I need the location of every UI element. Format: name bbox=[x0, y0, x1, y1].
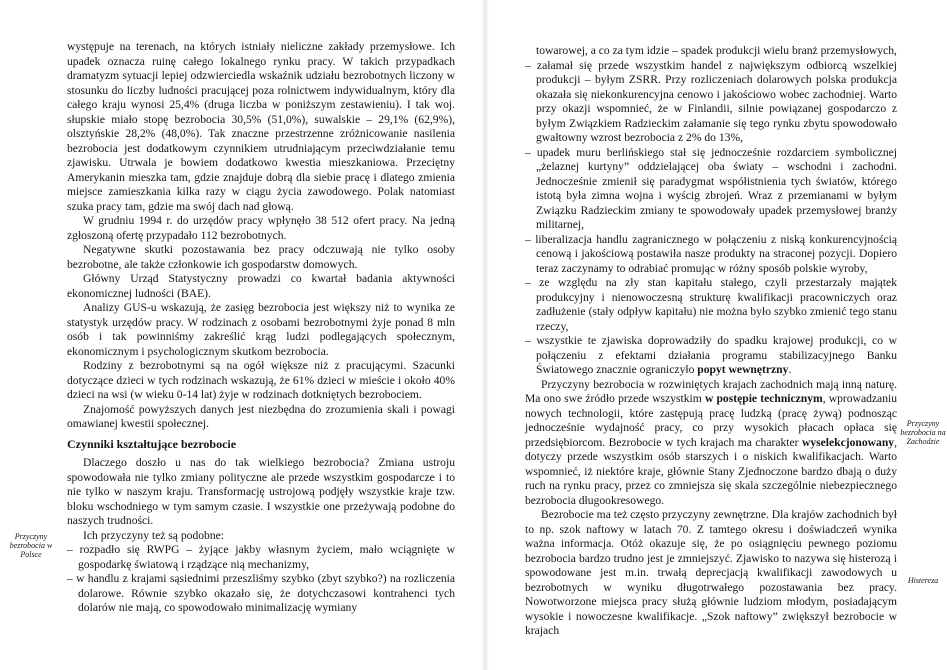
paragraph: W grudniu 1994 r. do urzędów pracy wpłynęło 38 512 ofert pracy. Na jedną zgłoszoną ofertę przypadało 112 bezrobotnych. bbox=[67, 214, 455, 242]
list-item: – liberalizacja handlu zagranicznego w połączeniu z niską konkurencyjnością cenową i jakościową postawiła nasze produkty na straconej pozycji. Dopiero teraz zaczynamy to odrabiać promując w różny sposób polskie wyroby, bbox=[525, 232, 897, 275]
margin-note-causes-poland: Przyczyny bezrobocia w Polsce bbox=[9, 532, 53, 559]
paragraph: Główny Urząd Statystyczny prowadzi co kwartał badania aktywności ekonomicznej ludności (BAE). bbox=[67, 272, 455, 300]
right-column bbox=[525, 44, 897, 639]
page-gutter bbox=[481, 0, 489, 670]
list-item: – w handlu z krajami sąsiednimi przeszliśmy szybko (zbyt szybko?) na rozliczenia dolarowe. Równie szybko okazało się, że dotychczasowi kontrahenci tych dolarów nie mają, co spowodowało minimalizację wymiany bbox=[67, 572, 455, 614]
paragraph: Znajomość powyższych danych jest niezbędna do zrozumienia skali i powagi omawianej kwestii społecznej. bbox=[67, 402, 455, 430]
emphasis: wyselekcjonowany bbox=[801, 435, 895, 449]
list-text: . bbox=[788, 363, 792, 376]
paragraph: Ich przyczyny też są podobne: bbox=[83, 528, 224, 542]
list-item: – upadek muru berlińskiego stał się jednocześnie rozdarciem symbolicznej „żelaznej kurtyny” oddzielającej oba światy – wschodni i zachodni. Jednocześnie zmienił się paradygmat współistnienia tych światów, którego istotą była zimna wojna i wyścig zbrojeń. Wraz z przemianami w byłym Związku Radzieckim zmiany te spowodowały upadek przemysłowej branży militarnej, bbox=[525, 145, 897, 231]
margin-note-causes-west: Przyczyny bezrobocia na Zachodzie bbox=[900, 419, 946, 446]
text-run: , wprowadzaniu nowych technologii, które zastępują pracę ludzką (pracę żywą) podnosząc jednocześnie wydajność pracy, co przy wysokich płacach opłaca się przedsiębiorcom. Bezrobocie w tych krajach ma charakter bbox=[525, 392, 898, 449]
list-item: – ze względu na zły stan kapitału stałego, czyli przestarzały majątek produkcyjny i nienowoczesną strukturę kwalifikacji pracowniczych oraz zadłużenie (stały odpływ kapitału) nie można było szybko zmienić tego stanu rzeczy, bbox=[525, 276, 897, 333]
text-run: Przyczyny bezrobocia w rozwiniętych krajach zachodnich mają inną naturę. Ma ono swe źródło przede wszystkim bbox=[525, 377, 897, 405]
text-run: , dotyczy przede wszystkim osób starszych i o niskich kwalifikacjach. Warto wspomnieć, iż niektóre kraje, głównie Stany Zjednoczone bardzo dbają o duży ruch na rynku pracy, przez co zmniejsza się skala szczególnie niebezpiecznego bezrobocia długookresowego. bbox=[525, 435, 897, 507]
paragraph: towarowej, a co za tym idzie – spadek produkcji wielu branż przemysłowych, bbox=[536, 44, 897, 57]
paragraph: występuje na terenach, na których istniały nieliczne zakłady przemysłowe. Ich upadek oznacza ruinę całego lokalnego rynku pracy. W takich przypadkach dramatyzm sytuacji lepiej odzwierciedla wskaźnik udziału bezrobotnych liczony w stosunku do liczby ludności pracującej poza rolnictwem indywidualnym, który dla całego kraju wynosi 25,4% (druga liczba w poniższym zestawieniu). I tak woj. słupskie miało stopę bezrobocia 30,5% (51,0%), suwalskie – 29,1% (62,9%), olsztyńskie 28,2% (48,0%). Tak znaczne przestrzenne zróżnicowanie nasilenia bezrobocia jest dodatkowym czynnikiem utrudniającym przeciwdziałanie temu zjawisku. Utrwala je bowiem dodatkowo kwestia mieszkaniowa. Przeciętny Amerykanin mieszka tam, gdzie znajduje dobrą dla siebie pracę i dlatego zmienia miejsce zamieszkania kilka razy w ciągu życia zawodowego. Polak natomiast szuka pracy tam, gdzie ma swój dach nad głową. bbox=[67, 40, 455, 213]
paragraph: Dlaczego doszło u nas do tak wielkiego bezrobocia? Zmiana ustroju spowodowała nie tylko zmiany polityczne ale przede wszystkim gospodarcze i to nie tylko w naszym kraju. Transformację ustrojową podjęły wszystkie kraje tzw. bloku wschodniego w tym samym czasie. I wszystkie one przeżywają podobne do naszych trudności. bbox=[67, 456, 455, 527]
list-item: – rozpadło się RWPG – żyjące jakby własnym życiem, mało wciągnięte w gospodarkę światową i rządzące nią mechanizmy, bbox=[67, 543, 455, 571]
paragraph: Negatywne skutki pozostawania bez pracy odczuwają nie tylko osoby bezrobotne, ale także członkowie ich gospodarstw domowych. bbox=[67, 243, 455, 271]
margin-note-hysteresis: Histereza bbox=[907, 576, 939, 585]
list-text: – wszystkie te zjawiska doprowadziły do spadku krajowej produkcji, co w połączeniu z efektami działania programu stabilizacyjnego Banku Światowego znacznie ograniczyło bbox=[525, 334, 897, 376]
paragraph: Rodziny z bezrobotnymi są na ogół większe niż z pracującymi. Szacunki dotyczące dzieci w tych rodzinach wskazują, że 61% dzieci w mieście i około 40% dzieci na wsi (w wieku 0-14 lat) żyje w rodzinach dotkniętych bezrobociem. bbox=[67, 359, 455, 401]
paragraph bbox=[525, 378, 897, 509]
section-heading: Czynniki kształtujące bezrobocie bbox=[67, 436, 237, 451]
emphasis: w postępie technicznym bbox=[704, 392, 823, 405]
paragraph: Analizy GUS-u wskazują, że zasięg bezrobocia jest większy niż to wynika ze statystyk urzędów pracy. W rodzinach z osobami bezrobotnymi żyje ponad 8 mln osób i tak powinniśmy zakreślić krąg ludzi podlegających społecznym, ekonomicznym i psychologicznym skutkom bezrobocia. bbox=[67, 301, 455, 358]
list-item: – załamał się przede wszystkim handel z największym odbiorcą wszelkiej produkcji – byłym ZSRR. Przy rozliczeniach dolarowych polska produkcja okazała się niekonkurencyjna cenowo i jakościowo wobec zachodniej. Warto przy okazji wspomnieć, że w Finlandii, silnie powiązanej gospodarczo z byłym Związkiem Radzieckim załamanie się tego rynku zbytu spowodowało gwałtowny wzrost bezrobocia z 2% do 13%, bbox=[525, 58, 897, 144]
left-column bbox=[67, 40, 455, 616]
list-item bbox=[525, 334, 897, 378]
emphasis: popyt wewnętrzny bbox=[697, 363, 789, 376]
paragraph: Bezrobocie ma też często przyczyny zewnętrzne. Dla krajów zachodnich był to np. szok naftowy w latach 70. Z tamtego okresu i doświadczeń wynika ważna informacja. Otóż okazuje się, że po osiągnięciu pewnego poziomu bezrobocia bardzo trudno jest je zmniejszyć. Zjawisko to nazywa się histerozą i spowodowane jest m.in. trwałą deprecjacją kwalifikacji zawodowych u bezrobotnych w wyniku długotrwałego pozostawania bez pracy. Nowotworzone miejsca pracy służą głównie ludziom młodym, posiadającym wysokie i nowoczesne kwalifikacje. „Szok naftowy” zwiększył bezrobocie w krajach bbox=[525, 508, 898, 637]
